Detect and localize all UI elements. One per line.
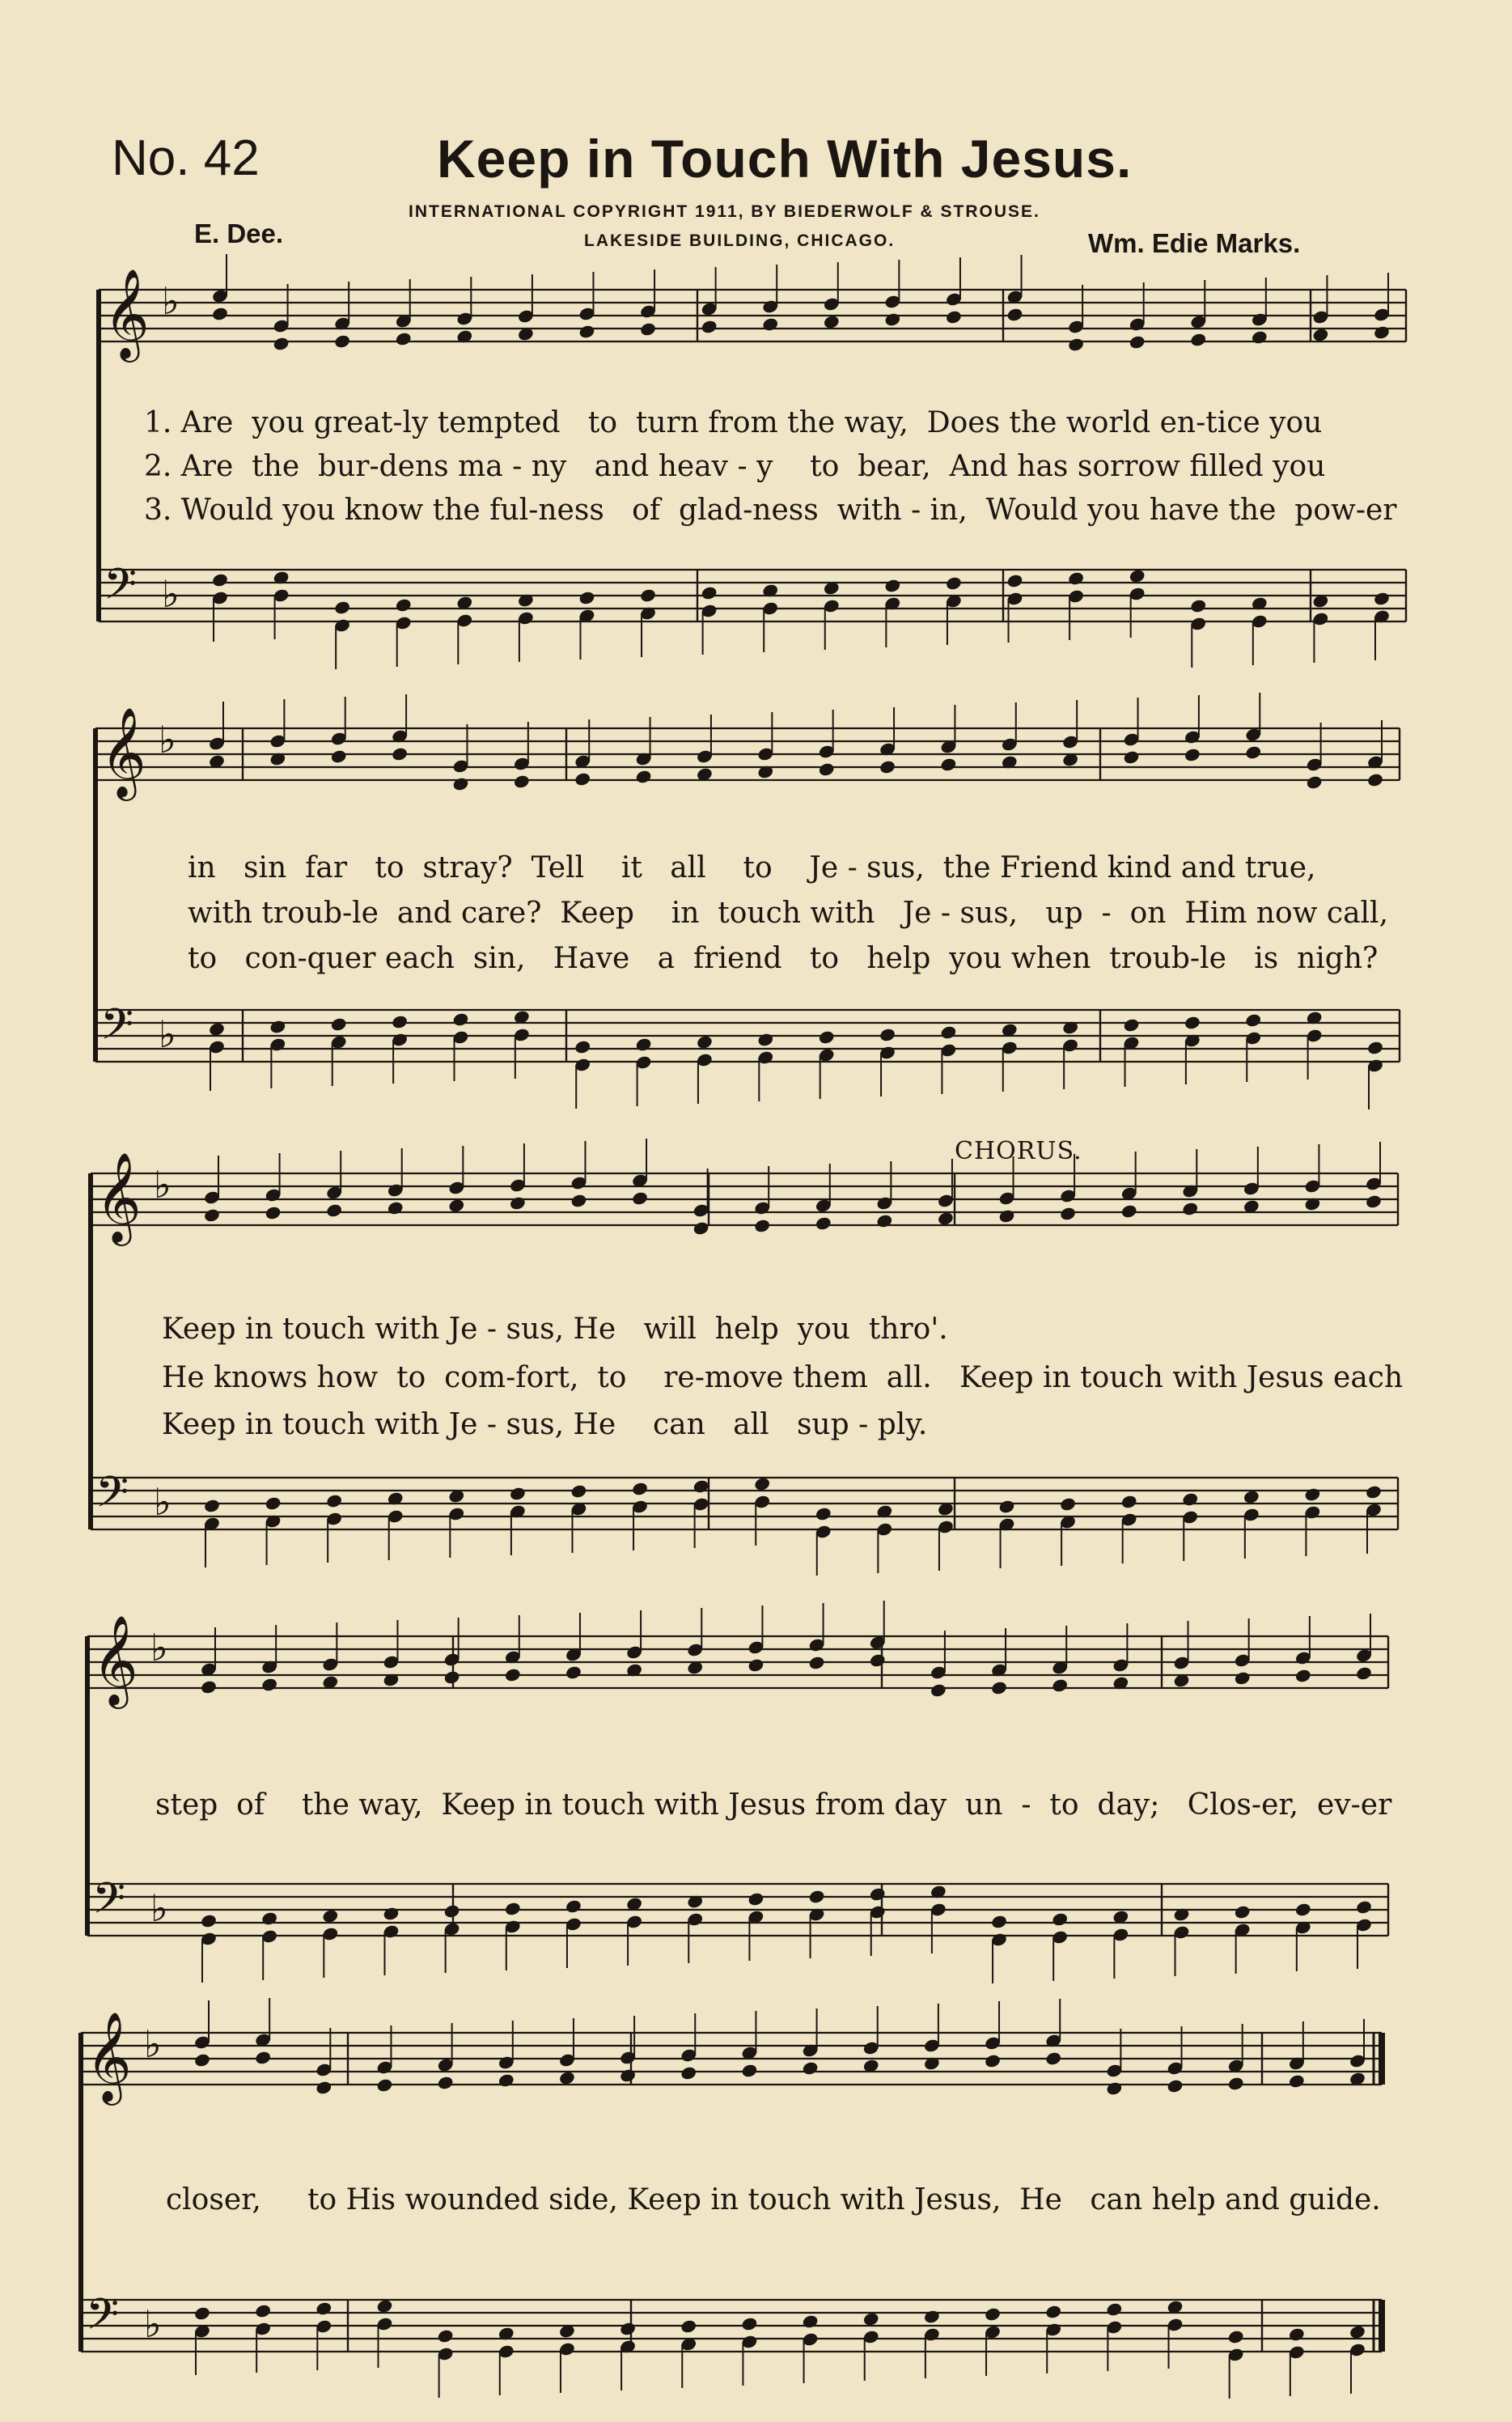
note-head [558, 2070, 576, 2085]
note-head [1051, 1911, 1069, 1927]
flat-sign: ♭ [154, 1163, 172, 1207]
note-head [1120, 1494, 1138, 1509]
note-head [680, 2065, 697, 2081]
note-head [945, 575, 963, 591]
note-head [578, 590, 596, 605]
note-head [635, 769, 653, 784]
note-head [1120, 1203, 1138, 1219]
lyric-line: Keep in touch with Je - sus, He will help you thro'. [162, 1313, 948, 1346]
treble-clef: 𝄞 [95, 1152, 142, 1242]
note-head [756, 1032, 774, 1047]
note-head [984, 2053, 1002, 2068]
note-head [753, 1218, 771, 1233]
lyricist: E. Dee. [194, 218, 284, 248]
note-head [330, 749, 348, 764]
treble-clef: 𝄞 [104, 268, 150, 358]
note-head [802, 2060, 820, 2076]
note-head [1349, 2324, 1366, 2339]
copyright-line: INTERNATIONAL COPYRIGHT 1911, BY BIEDERWOLF & STROUSE. [409, 202, 1040, 221]
note-head [1355, 1899, 1373, 1915]
note-head [452, 776, 470, 791]
note-head [325, 1203, 343, 1218]
note-head [1288, 2073, 1306, 2089]
note-head [940, 757, 958, 772]
note-head [1244, 1012, 1262, 1028]
note-head [1051, 1678, 1069, 1693]
note-head [376, 2298, 394, 2314]
note-head [619, 2321, 637, 2336]
note-head [1234, 1670, 1252, 1686]
lyric-line: to con-quer each sin, Have a friend to help you when troub-le is nigh? [188, 942, 1379, 975]
note-head [998, 1499, 1016, 1514]
hymn-number: No. 42 [112, 130, 260, 186]
note-head [876, 1213, 894, 1228]
note-head [391, 746, 409, 761]
note-head [504, 1667, 522, 1682]
note-head [753, 1476, 771, 1491]
note-head [509, 1195, 527, 1211]
note-head [395, 597, 413, 613]
note-head [1373, 324, 1391, 340]
note-head [395, 331, 413, 346]
composer: Wm. Edie Marks. [1088, 228, 1301, 258]
note-head [862, 2311, 880, 2327]
note-head [879, 1027, 896, 1042]
note-head [1366, 1040, 1384, 1055]
treble-clef: 𝄞 [86, 2011, 132, 2102]
note-head [1365, 1484, 1383, 1499]
note-head [1306, 774, 1324, 790]
treble-clef: 𝄞 [100, 706, 146, 797]
note-head [325, 1493, 343, 1508]
bass-clef: 𝄢 [104, 560, 138, 620]
note-head [504, 1901, 522, 1916]
flat-sign: ♭ [162, 279, 180, 323]
lyric-line: closer, to His wounded side, Keep in touch with Jesus, He can help and guide. [166, 2183, 1381, 2216]
note-head [884, 578, 902, 593]
note-head [923, 2309, 941, 2324]
note-head [383, 1906, 400, 1921]
note-head [269, 1019, 287, 1034]
publisher-address: LAKESIDE BUILDING, CHICAGO. [584, 231, 896, 250]
note-head [741, 2316, 759, 2331]
note-head [574, 771, 591, 787]
note-head [984, 2306, 1002, 2322]
note-head [437, 2328, 455, 2344]
note-head [748, 1657, 765, 1673]
note-head [1251, 329, 1268, 345]
note-head [570, 1193, 588, 1208]
note-head [1129, 334, 1146, 350]
note-head [761, 316, 779, 332]
note-head [437, 2075, 455, 2090]
note-head [1227, 2329, 1245, 2344]
note-head [1106, 2301, 1124, 2317]
note-head [619, 2068, 637, 2083]
note-head [333, 333, 351, 349]
note-head [808, 1889, 826, 1904]
note-head [570, 1483, 588, 1499]
note-head [260, 1677, 278, 1692]
note-head [696, 1034, 714, 1050]
note-head [1181, 1491, 1199, 1507]
note-head [452, 1012, 470, 1027]
note-head [1059, 1206, 1077, 1221]
note-head [879, 759, 896, 774]
note-head [1366, 772, 1384, 787]
lyric-line: 2. Are the bur-dens ma - ny and heav - y to bear, And has sorrow filled you [144, 450, 1326, 483]
note-head [509, 1486, 527, 1501]
note-head [1129, 568, 1146, 583]
bass-clef: 𝄢 [100, 1000, 134, 1060]
flat-sign: ♭ [154, 1480, 172, 1524]
note-head [321, 1908, 339, 1924]
lyric-line: with troub-le and care? Keep in touch with Je - sus, up - on Him now call, [188, 897, 1389, 930]
note-head [391, 1014, 409, 1029]
flat-sign: ♭ [150, 1886, 168, 1930]
note-head [315, 2301, 332, 2316]
note-head [1067, 571, 1085, 586]
note-head [1373, 591, 1391, 606]
note-head [254, 2050, 272, 2065]
flat-sign: ♭ [150, 1626, 168, 1669]
note-head [701, 319, 718, 334]
note-head [1294, 1668, 1312, 1683]
note-head [387, 1200, 404, 1215]
note-head [1227, 2076, 1245, 2091]
note-head [1123, 749, 1141, 765]
note-head [193, 2305, 211, 2321]
note-head [631, 1481, 649, 1496]
note-head [818, 761, 836, 777]
note-head [869, 1652, 887, 1668]
note-head [513, 774, 531, 789]
bass-clef: 𝄢 [92, 1874, 126, 1934]
note-head [748, 1891, 765, 1907]
flat-sign: ♭ [159, 718, 176, 761]
note-head [631, 1190, 649, 1206]
note-head [639, 587, 657, 603]
note-head [1365, 1194, 1383, 1209]
note-head [203, 1207, 221, 1223]
note-head [692, 1478, 710, 1494]
note-head [265, 1205, 282, 1220]
lyric-line: step of the way, Keep in touch with Jesus from day un - to day; Clos-er, ev-er [155, 1788, 1392, 1822]
note-head [578, 324, 596, 339]
note-head [498, 2072, 515, 2088]
flat-sign: ♭ [144, 2302, 162, 2346]
note-head [692, 1220, 710, 1236]
note-head [802, 2314, 820, 2329]
note-head [1044, 2051, 1062, 2066]
note-head [1006, 573, 1024, 588]
note-head [1059, 1496, 1077, 1512]
note-head [869, 1886, 887, 1902]
note-head [203, 1498, 221, 1513]
note-head [193, 2052, 211, 2068]
lyric-line: 1. Are you great-ly tempted to turn from the way, Does the world en-tice you [144, 406, 1323, 439]
note-head [447, 1198, 465, 1213]
note-head [333, 600, 351, 615]
note-head [635, 1037, 653, 1052]
note-head [1243, 1489, 1260, 1504]
bass-clef: 𝄢 [95, 1468, 129, 1528]
lyric-line: He knows how to com-fort, to re-move them all. Keep in touch with Jesus each [162, 1361, 1404, 1394]
note-head [1181, 1201, 1199, 1216]
note-head [1067, 337, 1085, 352]
note-head [990, 1914, 1008, 1929]
note-head [815, 1215, 832, 1231]
note-head [273, 336, 290, 351]
bass-clef: 𝄢 [86, 2290, 120, 2350]
note-head [990, 1680, 1008, 1695]
note-head [330, 1016, 348, 1032]
note-head [701, 585, 718, 600]
note-head [1006, 307, 1024, 322]
flat-sign: ♭ [144, 2022, 162, 2066]
note-head [260, 1911, 278, 1926]
note-head [1184, 747, 1201, 762]
note-head [254, 2303, 272, 2318]
note-head [823, 314, 841, 329]
note-head [211, 306, 229, 321]
note-head [1304, 1487, 1322, 1502]
note-head [937, 1211, 955, 1226]
note-head [315, 2080, 332, 2095]
note-head [1189, 332, 1207, 347]
treble-clef: 𝄞 [92, 1614, 138, 1705]
note-head [818, 1029, 836, 1045]
note-head [1312, 327, 1330, 342]
note-head [443, 1903, 461, 1919]
note-head [1123, 1017, 1141, 1033]
note-head [1244, 744, 1262, 760]
note-head [1234, 1904, 1252, 1919]
note-head [1044, 2304, 1062, 2319]
note-head [565, 1665, 582, 1680]
note-head [200, 1913, 218, 1928]
note-head [1189, 598, 1207, 613]
note-head [940, 1024, 958, 1040]
lyric-line: Keep in touch with Je - sus, He can all sup - ply. [162, 1408, 928, 1441]
note-head [808, 1655, 826, 1670]
note-head [680, 2318, 697, 2334]
lyric-line: in sin far to stray? Tell it all to Je - sus, the Friend kind and true, [188, 851, 1316, 884]
note-head [200, 1679, 218, 1695]
note-head [1167, 2078, 1184, 2093]
note-head [1355, 1665, 1373, 1681]
note-head [741, 2063, 759, 2078]
note-head [565, 1898, 582, 1914]
note-head [574, 1039, 591, 1054]
note-head [1288, 2327, 1306, 2342]
flat-sign: ♭ [159, 1012, 176, 1056]
note-head [998, 1208, 1016, 1224]
hymn-title: Keep in Touch With Jesus. [437, 129, 1133, 189]
note-head [208, 1021, 226, 1037]
note-head [1184, 1015, 1201, 1030]
note-head [265, 1495, 282, 1511]
lyric-line: 3. Would you know the ful-ness of glad-ness with - in, Would you have the pow-er [144, 494, 1397, 527]
note-head [815, 1506, 832, 1521]
note-head [1294, 1902, 1312, 1917]
note-head [945, 309, 963, 324]
note-head [376, 2077, 394, 2093]
chorus-label: CHORUS. [955, 1137, 1082, 1165]
note-head [930, 1682, 947, 1698]
note-head [639, 321, 657, 337]
note-head [443, 1669, 461, 1685]
note-head [211, 572, 229, 587]
note-head [1106, 2081, 1124, 2096]
flat-sign: ♭ [162, 572, 180, 616]
note-head [884, 312, 902, 327]
